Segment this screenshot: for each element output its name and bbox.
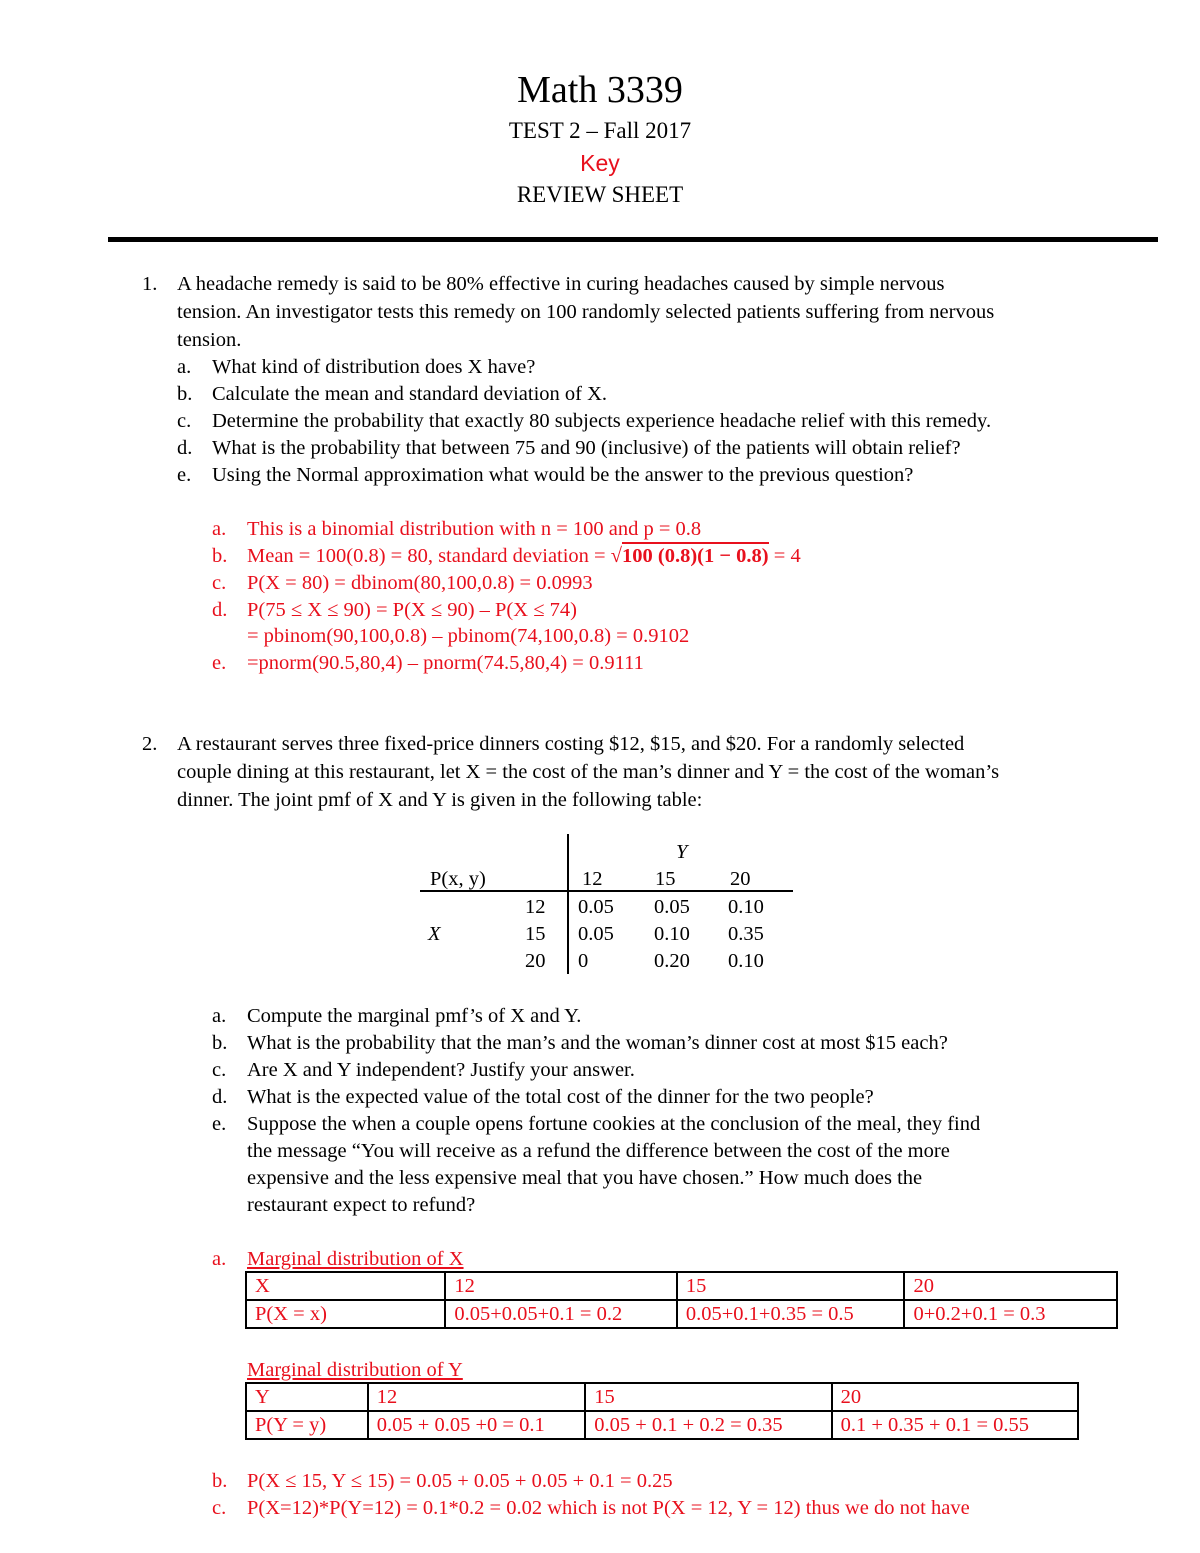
part-text: Are X and Y independent? Justify your answer. xyxy=(247,1059,635,1081)
part-text: restaurant expect to refund? xyxy=(247,1194,476,1216)
table-cell: 12 xyxy=(445,1272,677,1300)
part-label: a. xyxy=(212,1005,227,1027)
table-cell: P(Y = y) xyxy=(246,1411,368,1439)
table-cell: 0.1 + 0.35 + 0.1 = 0.55 xyxy=(832,1411,1078,1439)
table-cell: 0.10 xyxy=(654,923,690,945)
answer-label: a. xyxy=(212,1248,227,1270)
question-stem-line: couple dining at this restaurant, let X = the cost of the man’s dinner and Y = the cost of the woman’s xyxy=(177,761,1000,783)
table-cell: 15 xyxy=(585,1383,831,1411)
part-label: e. xyxy=(212,1113,227,1135)
part-label: b. xyxy=(212,1032,228,1054)
table-cell: 0+0.2+0.1 = 0.3 xyxy=(904,1300,1117,1328)
answer-text xyxy=(247,542,801,570)
answer-text: =pnorm(90.5,80,4) – pnorm(74.5,80,4) = 0.9111 xyxy=(247,652,644,674)
table-cell: 0.05 + 0.05 +0 = 0.1 xyxy=(368,1411,585,1439)
question-stem-line: dinner. The joint pmf of X and Y is given in the following table: xyxy=(177,789,703,811)
answer-text: P(75 ≤ X ≤ 90) = P(X ≤ 90) – P(X ≤ 74) xyxy=(247,599,577,621)
part-label: e. xyxy=(177,464,192,486)
answer-text: This is a binomial distribution with n = 100 and p = 0.8 xyxy=(247,518,702,540)
marginal-y-title: Marginal distribution of Y xyxy=(247,1359,463,1381)
table-row xyxy=(246,1300,1117,1328)
answer-text: = pbinom(90,100,0.8) – pbinom(74,100,0.8) = 0.9102 xyxy=(247,625,690,647)
table-row xyxy=(246,1383,1078,1411)
table-cell: 0.05 + 0.1 + 0.2 = 0.35 xyxy=(585,1411,831,1439)
answer-text: P(X ≤ 15, Y ≤ 15) = 0.05 + 0.05 + 0.05 + 0.1 = 0.25 xyxy=(247,1470,673,1492)
course-title: Math 3339 xyxy=(517,69,683,111)
answer-label: c. xyxy=(212,1497,227,1519)
table-cell: 0 xyxy=(578,950,589,972)
marginal-x-table xyxy=(245,1271,1118,1329)
table-col-header: 15 xyxy=(655,868,676,890)
table-row-header: 20 xyxy=(525,950,546,972)
answer-label: b. xyxy=(212,1470,228,1492)
part-text: What is the probability that between 75 and 90 (inclusive) of the patients will obtain relief? xyxy=(212,437,961,459)
table-cell: P(X = x) xyxy=(246,1300,445,1328)
table-row xyxy=(246,1411,1078,1439)
table-cell: X xyxy=(246,1272,445,1300)
part-label: d. xyxy=(177,437,193,459)
part-text: What kind of distribution does X have? xyxy=(212,356,536,378)
part-label: c. xyxy=(177,410,192,432)
marginal-y-table xyxy=(245,1382,1079,1440)
table-cell: 0.05+0.05+0.1 = 0.2 xyxy=(445,1300,677,1328)
table-row xyxy=(246,1272,1117,1300)
question-stem-line: tension. An investigator tests this remedy on 100 randomly selected patients suffering from nervous xyxy=(177,301,995,323)
part-text: Determine the probability that exactly 80 subjects experience headache relief with this remedy. xyxy=(212,410,992,432)
x-axis-label: X xyxy=(428,923,441,945)
part-text: Compute the marginal pmf’s of X and Y. xyxy=(247,1005,582,1027)
table-cell: Y xyxy=(246,1383,368,1411)
answer-text: P(X = 80) = dbinom(80,100,0.8) = 0.0993 xyxy=(247,572,593,594)
key-label: Key xyxy=(580,150,620,176)
table-cell: 12 xyxy=(368,1383,585,1411)
answer-label: c. xyxy=(212,572,227,594)
part-label: c. xyxy=(212,1059,227,1081)
part-text: the message “You will receive as a refund the difference between the cost of the more xyxy=(247,1140,950,1162)
sheet-title: REVIEW SHEET xyxy=(516,182,684,207)
table-vertical-rule xyxy=(567,834,569,974)
marginal-x-title: Marginal distribution of X xyxy=(247,1248,464,1270)
answer-sd-result: = 4 xyxy=(768,545,801,567)
table-cell: 0.05 xyxy=(578,923,614,945)
header-divider xyxy=(108,237,1158,242)
table-cell: 0.05 xyxy=(578,896,614,918)
part-text: What is the expected value of the total cost of the dinner for the two people? xyxy=(247,1086,874,1108)
question-stem-line: A restaurant serves three fixed-price dinners costing $12, $15, and $20. For a randomly selected xyxy=(177,733,965,755)
part-label: d. xyxy=(212,1086,228,1108)
part-label: a. xyxy=(177,356,192,378)
question-stem-line: tension. xyxy=(177,329,242,351)
question-number: 2. xyxy=(142,733,158,755)
answer-label: b. xyxy=(212,545,228,567)
table-cell: 20 xyxy=(904,1272,1117,1300)
table-cell: 0.05 xyxy=(654,896,690,918)
question-stem-line: A headache remedy is said to be 80% effective in curing headaches caused by simple nervous xyxy=(177,273,945,295)
answer-label: d. xyxy=(212,599,228,621)
part-text: Suppose the when a couple opens fortune cookies at the conclusion of the meal, they find xyxy=(247,1113,981,1135)
part-text: Calculate the mean and standard deviation of X. xyxy=(212,383,608,405)
answer-mean-text: Mean = 100(0.8) = 80, standard deviation = xyxy=(247,545,611,567)
y-axis-label: Y xyxy=(676,841,688,863)
table-cell: 0.20 xyxy=(654,950,690,972)
table-cell: 15 xyxy=(677,1272,905,1300)
sqrt-symbol: √ xyxy=(610,545,623,567)
answer-text: P(X=12)*P(Y=12) = 0.1*0.2 = 0.02 which is not P(X = 12, Y = 12) thus we do not have xyxy=(247,1497,970,1519)
question-number: 1. xyxy=(142,273,158,295)
test-title: TEST 2 – Fall 2017 xyxy=(508,118,692,143)
table-corner: P(x, y) xyxy=(430,868,486,890)
answer-label: a. xyxy=(212,518,227,540)
answer-label: e. xyxy=(212,652,227,674)
part-text: expensive and the less expensive meal that you have chosen.” How much does the xyxy=(247,1167,923,1189)
table-cell: 0.10 xyxy=(728,896,764,918)
table-row-header: 15 xyxy=(525,923,546,945)
table-cell: 0.10 xyxy=(728,950,764,972)
table-col-header: 20 xyxy=(730,868,751,890)
sqrt-radicand: 100 (0.8)(1 − 0.8) xyxy=(622,542,769,567)
table-cell: 0.35 xyxy=(728,923,764,945)
table-cell: 20 xyxy=(832,1383,1078,1411)
table-col-header: 12 xyxy=(582,868,603,890)
part-label: b. xyxy=(177,383,193,405)
table-cell: 0.05+0.1+0.35 = 0.5 xyxy=(677,1300,905,1328)
part-text: What is the probability that the man’s and the woman’s dinner cost at most $15 each? xyxy=(247,1032,948,1054)
part-text: Using the Normal approximation what would be the answer to the previous question? xyxy=(212,464,914,486)
table-row-header: 12 xyxy=(525,896,546,918)
